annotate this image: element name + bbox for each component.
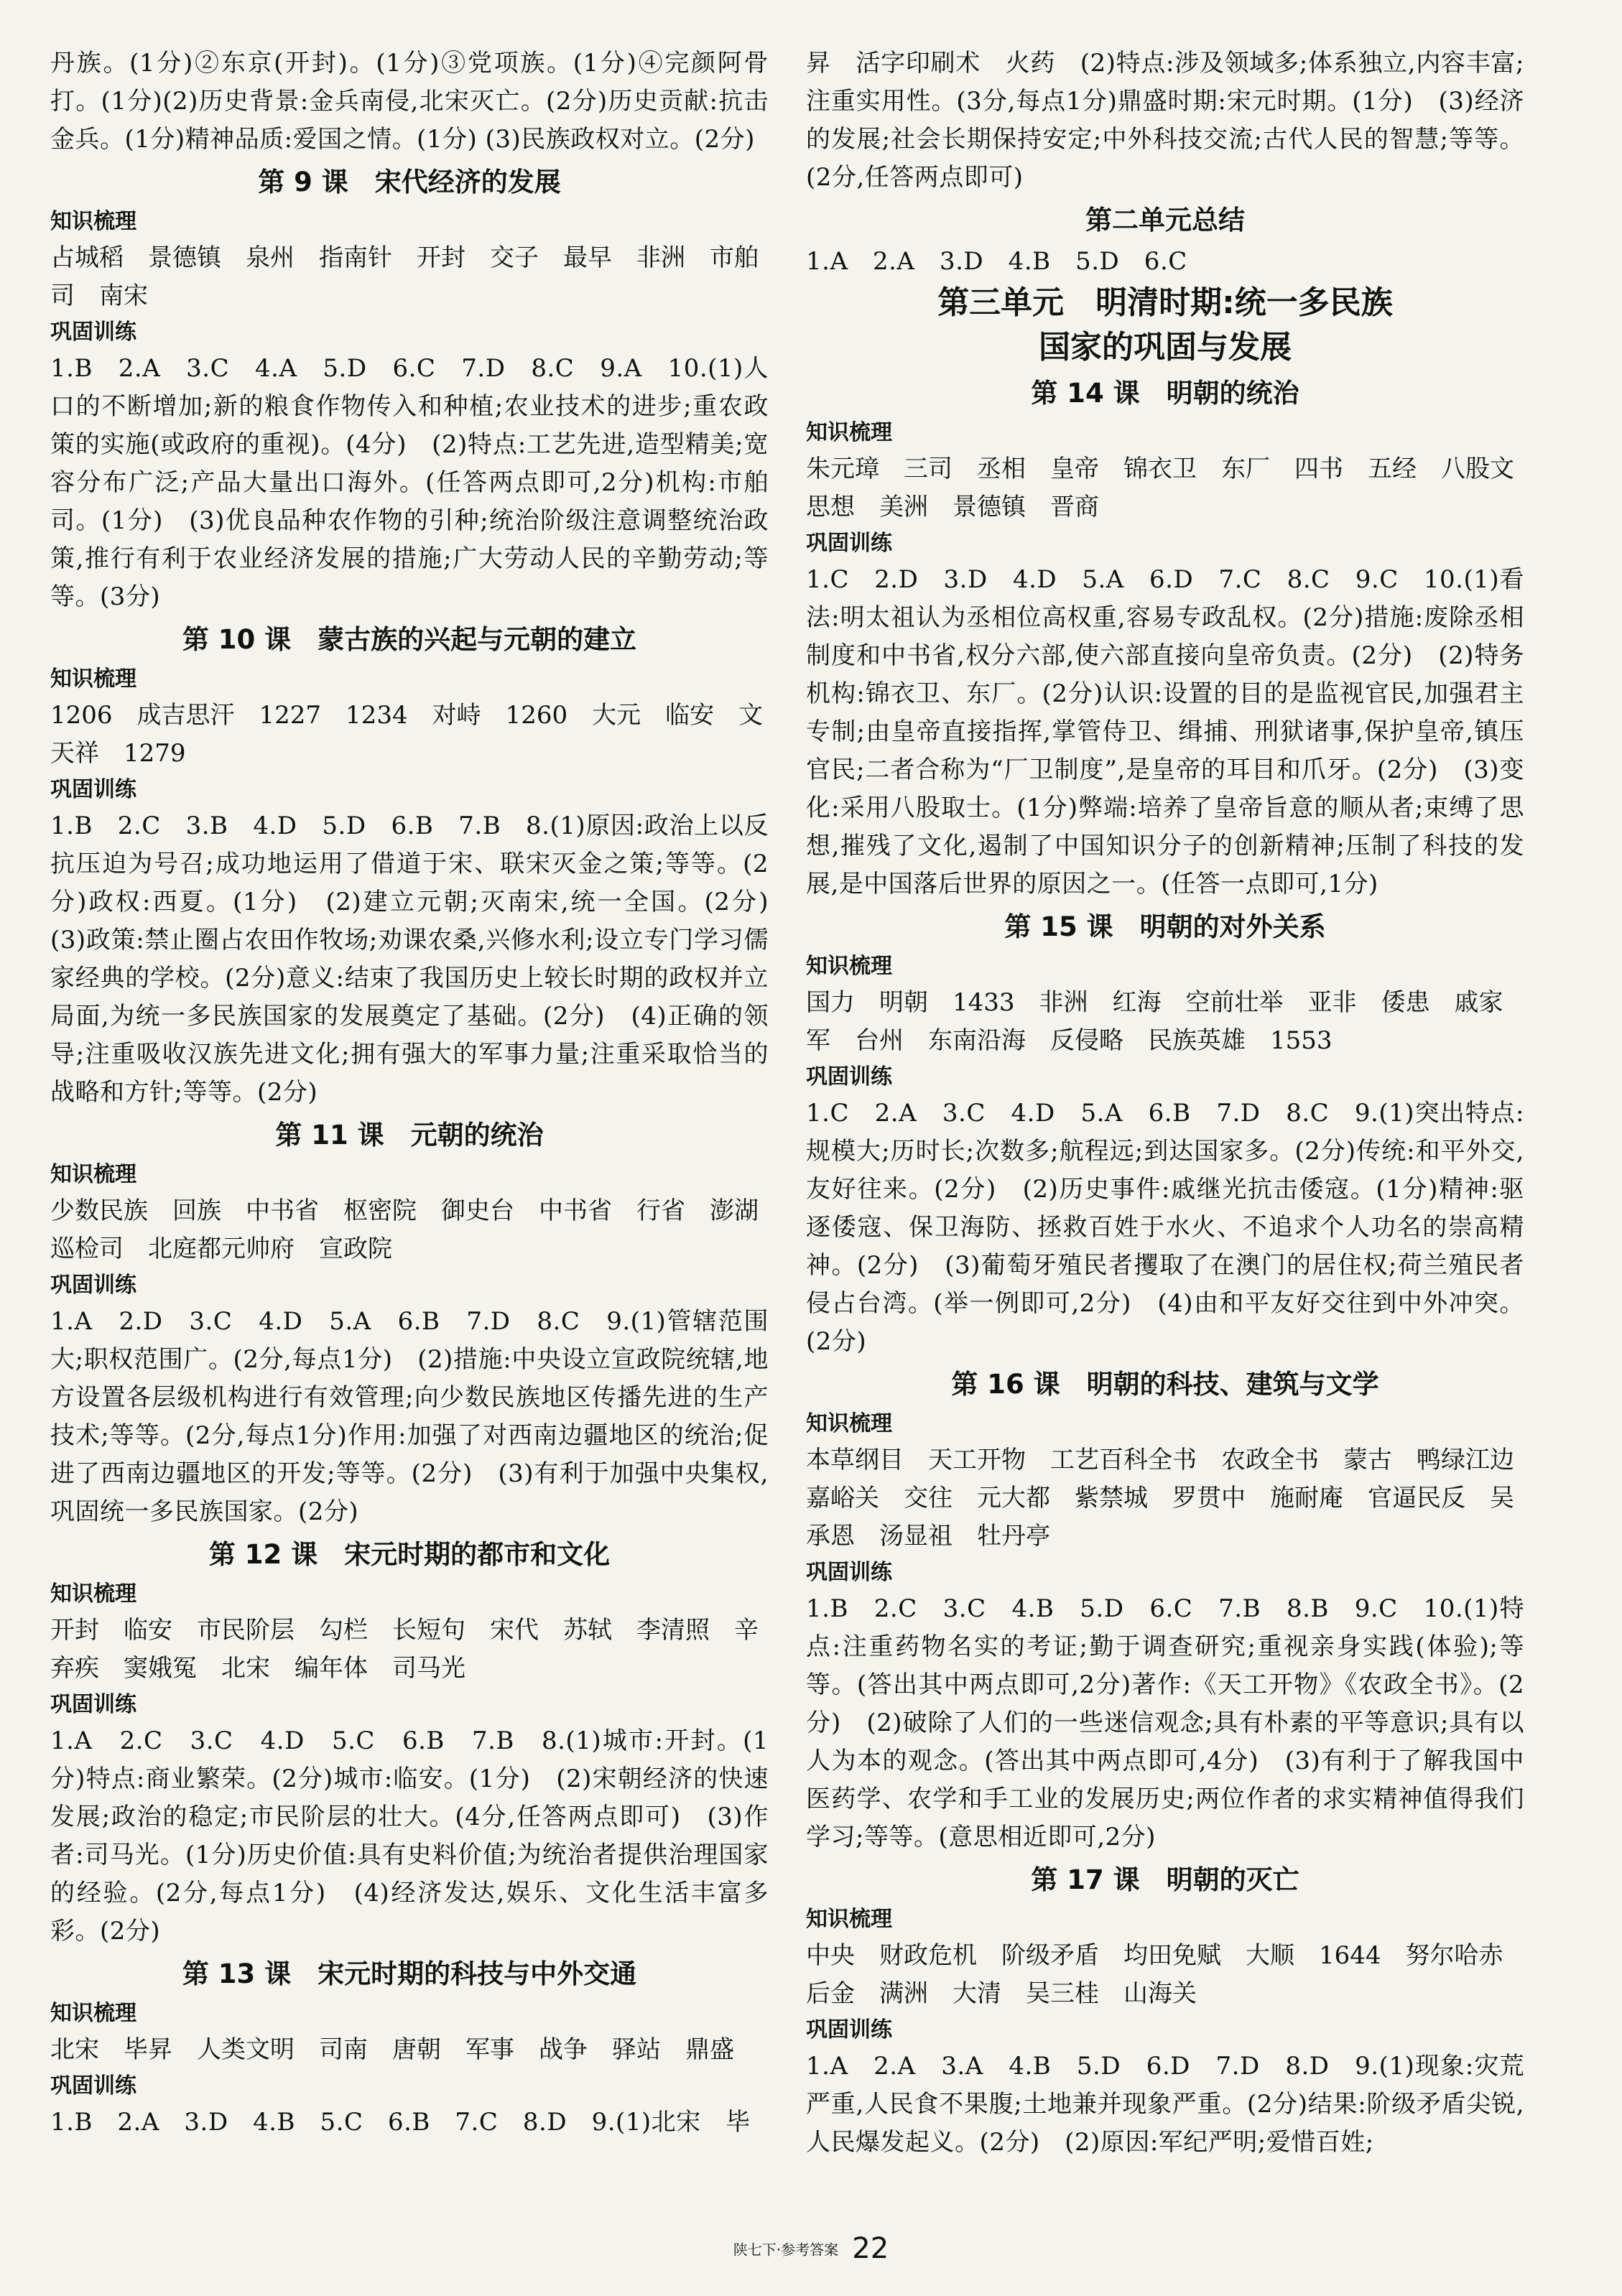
answer-paragraph: 1.B 2.A 3.D 4.B 5.C 6.B 7.C 8.D 9.(1)北宋 毕: [50, 2108, 751, 2137]
section-subheading: 知识梳理: [806, 1907, 892, 1932]
section-subheading: 知识梳理: [50, 1162, 136, 1187]
left-column: [50, 45, 794, 2142]
lesson-heading: 第 17 课 明朝的灭亡: [1031, 1864, 1299, 1895]
key-terms: 北宋 毕昇 人类文明 司南 唐朝 军事 战争 驿站 鼎盛: [50, 2035, 734, 2064]
section-subheading: 巩固训练: [806, 2017, 892, 2042]
lesson-heading: 第 10 课 蒙古族的兴起与元朝的建立: [182, 624, 637, 655]
answer-paragraph: 1.B 2.A 3.C 4.A 5.D 6.C 7.D 8.C 9.A 10.(1)人口的不断增加;新的粮食作物传入和种植;农业技术的进步;重农政策的实施(或政府的重视)。(4分) (2)特点:工艺先进,造型精美;宽容分布广泛;产品大量出口海外。(任答两点即可,2分)机构:市舶司。(1分) (3)优良品种农作物的引种;统治阶级注意调整统治政策,推行有利于农业经济发展的措施;广大劳动人民的辛勤劳动;等等。(3分): [50, 354, 769, 611]
section-subheading: 知识梳理: [50, 666, 136, 692]
section-subheading: 巩固训练: [50, 2073, 136, 2099]
section-subheading: 知识梳理: [806, 954, 892, 979]
answer-paragraph: 丹族。(1分)②东京(开封)。(1分)③党项族。(1分)④完颜阿骨打。(1分)(2)历史背景:金兵南侵,北宋灭亡。(2分)历史贡献:抗击金兵。(1分)精神品质:爱国之情。(1分) (3)民族政权对立。(2分): [50, 49, 769, 154]
lesson-heading: 第二单元总结: [1085, 205, 1245, 236]
lesson-heading: 第 14 课 明朝的统治: [1031, 378, 1299, 409]
key-terms: 国力 明朝 1433 非洲 红海 空前壮举 亚非 倭患 戚家军 台州 东南沿海 反侵略 民族英雄 1553: [806, 988, 1503, 1055]
page-number: 22: [852, 2232, 889, 2265]
key-terms: 占城稻 景德镇 泉州 指南针 开封 交子 最早 非洲 市舶司 南宋: [50, 243, 759, 310]
answer-paragraph: 1.A 2.C 3.C 4.D 5.C 6.B 7.B 8.(1)城市:开封。(1分)特点:商业繁荣。(2分)城市:临安。(1分) (2)宋朝经济的快速发展;政治的稳定;市民阶层的壮大。(4分,任答两点即可) (3)作者:司马光。(1分)历史价值:具有史料价值;为统治者提供治理国家的经验。(2分,每点1分) (4)经济发达,娱乐、文化生活丰富多彩。(2分): [50, 1726, 769, 1946]
section-subheading: 巩固训练: [50, 320, 136, 345]
section-subheading: 巩固训练: [50, 1273, 136, 1298]
key-terms: 中央 财政危机 阶级矛盾 均田免赋 大顺 1644 努尔哈赤 后金 满洲 大清 吴三桂 山海关: [806, 1941, 1528, 2008]
answer-paragraph: 1.A 2.A 3.D 4.B 5.D 6.C: [806, 247, 1187, 276]
section-subheading: 知识梳理: [50, 209, 136, 234]
answer-paragraph: 1.B 2.C 3.B 4.D 5.D 6.B 7.B 8.(1)原因:政治上以反抗压迫为号召;成功地运用了借道于宋、联宋灭金之策;等等。(2分)政权:西夏。(1分) (2)建立元朝;灭南宋,统一全国。(2分) (3)政策:禁止圈占农田作牧场;劝课农桑,兴修水利;设立专门学习儒家经典的学校。(2分)意义:结束了我国历史上较长时期的政权并立局面,为统一多民族国家的发展奠定了基础。(2分) (4)正确的领导;注重吸收汉族先进文化;拥有强大的军事力量;注重采取恰当的战略和方针;等等。(2分): [50, 812, 794, 1107]
answer-paragraph: 1.A 2.D 3.C 4.D 5.A 6.B 7.D 8.C 9.(1)管辖范围大;职权范围广。(2分,每点1分) (2)措施:中央设立宣政院统辖,地方设置各层级机构进行有效管理;向少数民族地区传播先进的生产技术;等等。(2分,每点1分)作用:加强了对西南边疆地区的统治;促进了西南边疆地区的开发;等等。(2分) (3)有利于加强中央集权,巩固统一多民族国家。(2分): [50, 1307, 769, 1526]
section-subheading: 知识梳理: [50, 2001, 136, 2026]
unit-heading: 第三单元 明清时期:统一多民族: [937, 284, 1393, 321]
page-footer: [0, 2232, 1622, 2265]
section-subheading: 巩固训练: [50, 777, 136, 802]
section-subheading: 知识梳理: [50, 1581, 136, 1607]
key-terms: 开封 临安 市民阶层 勾栏 长短句 宋代 苏轼 李清照 辛弃疾 窦娥冤 北宋 编年体 司马光: [50, 1616, 759, 1683]
answer-paragraph: 1.B 2.C 3.C 4.B 5.D 6.C 7.B 8.B 9.C 10.(1)特点:注重药物名实的考证;勤于调查研究;重视亲身实践(体验);等等。(答出其中两点即可,2分)著作:《天工开物》《农政全书》。(2分) (2)破除了人们的一些迷信观念;具有朴素的平等意识;具有以人为本的观念。(答出其中两点即可,4分) (3)有利于了解我国中医药学、农学和手工业的发展历史;两位作者的求实精神值得我们学习;等等。(意思相近即可,2分): [806, 1594, 1524, 1851]
lesson-heading: 第 12 课 宋元时期的都市和文化: [208, 1539, 611, 1570]
section-subheading: 巩固训练: [806, 531, 892, 556]
answer-paragraph: 昇 活字印刷术 火药 (2)特点:涉及领域多;体系独立,内容丰富;注重实用性。(3分,每点1分)鼎盛时期:宋元时期。(1分) (3)经济的发展;社会长期保持安定;中外科技交流;古代人民的智慧;等等。(2分,任答两点即可): [806, 49, 1524, 192]
lesson-heading: 第 15 课 明朝的对外关系: [1004, 911, 1326, 942]
answer-paragraph: 1.C 2.A 3.C 4.D 5.A 6.B 7.D 8.C 9.(1)突出特点:规模大;历时长;次数多;航程远;到达国家多。(2分)传统:和平外交,友好往来。(2分) (2)历史事件:戚继光抗击倭寇。(1分)精神:驱逐倭寇、保卫海防、拯救百姓于水火、不追求个人功名的崇高精神。(2分) (3)葡萄牙殖民者攫取了在澳门的居住权;荷兰殖民者侵占台湾。(举一例即可,2分) (4)由和平友好交往到中外冲突。(2分): [806, 1099, 1524, 1356]
footer-label: 陕七下·参考答案: [733, 2241, 839, 2259]
answer-paragraph: 1.C 2.D 3.D 4.D 5.A 6.D 7.C 8.C 9.C 10.(1)看法:明太祖认为丞相位高权重,容易专政乱权。(2分)措施:废除丞相制度和中书省,权分六部,使六部直接向皇帝负责。(2分) (2)特务机构:锦衣卫、东厂。(2分)认识:设置的目的是监视官民,加强君主专制;由皇帝直接指挥,掌管侍卫、缉捕、刑狱诸事,保护皇帝,镇压官民;二者合称为“厂卫制度”,是皇帝的耳目和爪牙。(2分) (3)变化:采用八股取士。(1分)弊端:培养了皇帝旨意的顺从者;束缚了思想,摧残了文化,遏制了中国知识分子的创新精神;压制了科技的发展,是中国落后世界的原因之一。(任答一点即可,1分): [806, 565, 1524, 898]
key-terms: 朱元璋 三司 丞相 皇帝 锦衣卫 东厂 四书 五经 八股文 思想 美洲 景德镇 晋商: [806, 455, 1539, 521]
section-subheading: 巩固训练: [50, 1692, 136, 1717]
key-terms: 少数民族 回族 中书省 枢密院 御史台 中书省 行省 澎湖巡检司 北庭都元帅府 宣政院: [50, 1196, 759, 1263]
lesson-heading: 第 13 课 宋元时期的科技与中外交通: [182, 1958, 637, 1989]
section-subheading: 巩固训练: [806, 1560, 892, 1585]
lesson-heading: 第 11 课 元朝的统治: [275, 1120, 544, 1151]
section-subheading: 巩固训练: [806, 1064, 892, 1089]
section-subheading: 知识梳理: [806, 1411, 892, 1436]
right-column: [806, 45, 1539, 2162]
answer-paragraph: 1.A 2.A 3.A 4.B 5.D 6.D 7.D 8.D 9.(1)现象:灾荒严重,人民食不果腹;土地兼并现象严重。(2分)结果:阶级矛盾尖锐,人民爆发起义。(2分) (2)原因:军纪严明;爱惜百姓;: [806, 2052, 1524, 2157]
key-terms: 本草纲目 天工开物 工艺百科全书 农政全书 蒙古 鸭绿江边 嘉峪关 交往 元大都 紫禁城 罗贯中 施耐庵 官逼民反 吴承恩 汤显祖 牡丹亭: [806, 1446, 1539, 1551]
key-terms: 1206 成吉思汗 1227 1234 对峙 1260 大元 临安 文天祥 1279: [50, 701, 764, 768]
lesson-heading: 第 9 课 宋代经济的发展: [258, 167, 561, 197]
unit-heading: 国家的巩固与发展: [1039, 329, 1292, 366]
lesson-heading: 第 16 课 明朝的科技、建筑与文学: [951, 1369, 1379, 1400]
section-subheading: 知识梳理: [806, 420, 892, 445]
